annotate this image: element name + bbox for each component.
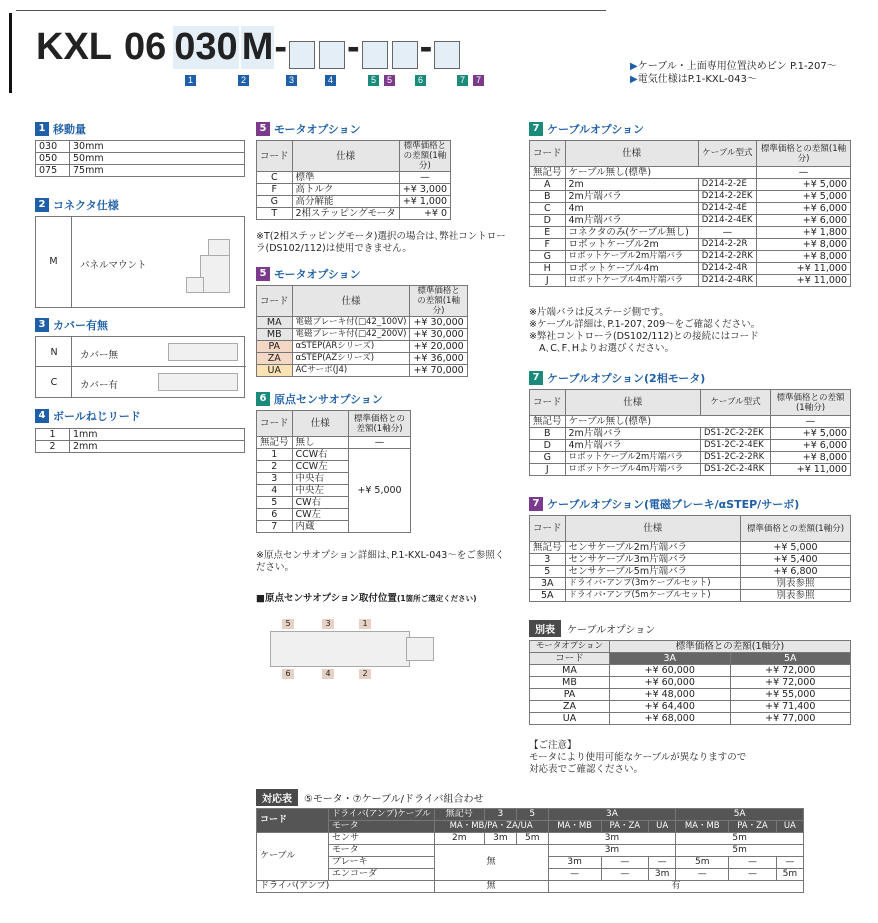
origin-diagram: 5 3 1 6 4 2 <box>266 615 446 685</box>
cover-box <box>289 41 315 69</box>
badge-3: 3 <box>286 68 297 87</box>
motor1-table: コード 仕様 標準価格との差額(1軸分) C 標準 — F 高トルク +¥ 3,000 G 高分解能 +¥ 1,000 T 2相ステッピングモータ +¥ 0 <box>256 140 451 220</box>
section-cable1: 7 ケーブルオプション <box>529 121 644 137</box>
lead-table: 1 1mm 2 2mm <box>35 428 245 453</box>
ref-electrical[interactable]: 電気仕様はP.1-KXL-043〜 <box>637 74 757 85</box>
model-connector: M <box>241 26 274 68</box>
model-stroke: 030 <box>174 26 238 68</box>
appendix-header: 別表 ケーブルオプション <box>529 620 655 637</box>
badge-2: 2 <box>238 68 249 87</box>
appendix-caution: 【ご注意】 モータにより使用可能なケーブルが異なりますので 対応表でご確認ください。 <box>529 740 747 775</box>
motor1-note: ※T(2相ステッピングモータ)選択の場合は､弊社コントローラ(DS102/112)は使用できません。 <box>256 231 506 254</box>
motor-box <box>362 41 388 69</box>
cover-illustration-2 <box>158 373 238 391</box>
model-size: 06 <box>124 26 167 68</box>
compat-header: 対応表 ⑤モータ・⑦ケーブル/ドライバ組合わせ <box>256 789 484 806</box>
connector-box <box>35 216 245 308</box>
badge-5a: 5 <box>368 68 379 87</box>
stroke-table: 030 30mm 050 50mm 075 75mm <box>35 140 245 177</box>
header-bar <box>9 13 12 93</box>
section-motor1: 5 モータオプション <box>256 121 361 137</box>
badge-4: 4 <box>325 68 336 87</box>
badge-7b: 7 <box>473 68 484 87</box>
cover-illustration-1 <box>168 343 238 361</box>
origin-pos-title: ■原点センサオプション取付位置(1箇所ご選定ください) <box>256 593 477 604</box>
model-code: KXL 06 030 M - - - <box>35 26 462 69</box>
badge-7a: 7 <box>457 68 468 87</box>
cable3-table: コード 仕様 標準価格との差額(1軸分) 無記号 センサケーブル2m片端バラ +¥ 5,000 3 センサケーブル3m片端バラ +¥ 5,400 5 センサケーブル5m片端バラ +¥ 6,800 3A ドライバ･アンプ(3mケーブルセット) 別表参照 5A ドライバ･アンプ(5mケーブルセット) 別表参照 <box>529 515 851 602</box>
header-refs: ▶ケーブル・上面専用位置決めピン P.1-207〜 ▶電気仕様はP.1-KXL-043〜 <box>630 61 837 85</box>
origin-box <box>392 41 418 69</box>
badge-1: 1 <box>185 68 196 87</box>
section-cable2: 7 ケーブルオプション(2相モータ) <box>529 370 705 386</box>
cover-box-table: N カバー無 C カバー有 <box>35 336 245 398</box>
cable1-table: コード 仕様 ケーブル型式 標準価格との差額(1軸分) 無記号 ケーブル無し(標準) — A 2m D214-2-2E +¥ 5,000 B 2m片端バラ D214-2-2EK +¥ 5,000 C 4m D214-2-4E +¥ 6,000 D 4m片端バラ D214-2-4EK +¥ 6,000 E コネクタのみ(ケーブル無し) — +¥ 1,800 F ロボットケーブル2m D214-2-2R +¥ 8,000 G ロボットケーブル2m片端バラ D214-2-2RK +¥ 8,000 H ロボットケーブル4m D214-2-4R +¥ 11,000 J ロボットケーブル4m片端バラ D214-2-4RK +¥ 11,000 <box>529 140 851 287</box>
section-cover: 3 カバー有無 <box>35 317 108 333</box>
cable-box <box>434 41 460 69</box>
compat-table: コード ドライバ(アンプ)ケーブル 無記号 3 5 3A 5A モータ MA・MB/PA・ZA/UA MA・MB PA・ZA UA MA・MB PA・ZA UA ケーブル センサ 2m 3m 5m 3m 5m モータ 無 3m 5m ブレーキ 3m — — 5m — — エンコーダ — — 3m — — 5m ドライバ(アンプ) 無 有 <box>256 808 804 893</box>
section-motor2: 5 モータオプション <box>256 266 361 282</box>
origin-table: コード 仕様 標準価格との差額(1軸分) 無記号 無し — 1 CCW右 +¥ 5,000 2 CCW左 3 中央右 4 中央左 5 CW右 6 CW左 7 内蔵 <box>256 410 411 533</box>
section-stroke: 1 移動量 <box>35 121 86 137</box>
connector-illustration <box>186 239 236 299</box>
connector-code: M <box>36 217 72 307</box>
badge-6: 6 <box>415 68 426 87</box>
motor2-table: コード 仕様 標準価格との差額(1軸分) MA 電磁ブレーキ付(□42_100V) +¥ 30,000 MB 電磁ブレーキ付(□42_200V) +¥ 30,000 PA αSTEP(ARシリーズ) +¥ 20,000 ZA αSTEP(AZシリーズ) +¥ 36,000 UA ACサーボ(J4) +¥ 70,000 <box>256 285 468 377</box>
cable2-table: コード 仕様 ケーブル型式 標準価格との差額(1軸分) 無記号 ケーブル無し(標準) — B 2m片端バラ DS1-2C-2-2EK +¥ 5,000 D 4m片端バラ DS1-2C-2-4EK +¥ 6,000 G ロボットケーブル2m片端バラ DS1-2C-2-2RK +¥ 8,000 J ロボットケーブル4m片端バラ DS1-2C-2-4RK +¥ 11,000 <box>529 389 851 476</box>
section-origin: 6 原点センサオプション <box>256 391 383 407</box>
cable1-notes: ※片端バラは反ステージ側です。 ※ケーブル詳細は､P.1-207､209〜をご確認ください。 ※弊社コントローラ(DS102/112)との接続にはコード A､C､F､Hよりお選びください。 <box>529 307 761 354</box>
connector-label: パネルマウント <box>80 260 147 271</box>
origin-note: ※原点センサオプション詳細は､P.1-KXL-043〜をご参照ください。 <box>256 550 505 573</box>
stage-drawing <box>270 631 410 667</box>
section-lead: 4 ボールねじリード <box>35 408 141 424</box>
appendix-table: モータオプション 標準価格との差額(1軸分) コード 3A 5A MA +¥ 60,000 +¥ 72,000 MB +¥ 60,000 +¥ 72,000 PA +¥ 48,000 +¥ 55,000 ZA +¥ 64,400 +¥ 71,400 UA +¥ 68,000 +¥ 77,000 <box>529 640 851 725</box>
section-cable3: 7 ケーブルオプション(電磁ブレーキ/αSTEP/サーボ) <box>529 496 799 512</box>
badge-5b: 5 <box>384 68 395 87</box>
model-prefix: KXL <box>36 26 112 68</box>
header-rule <box>16 10 606 11</box>
section-connector: 2 コネクタ仕様 <box>35 197 119 213</box>
lead-box <box>319 41 345 69</box>
ref-cable[interactable]: ケーブル・上面専用位置決めピン P.1-207〜 <box>637 61 837 72</box>
